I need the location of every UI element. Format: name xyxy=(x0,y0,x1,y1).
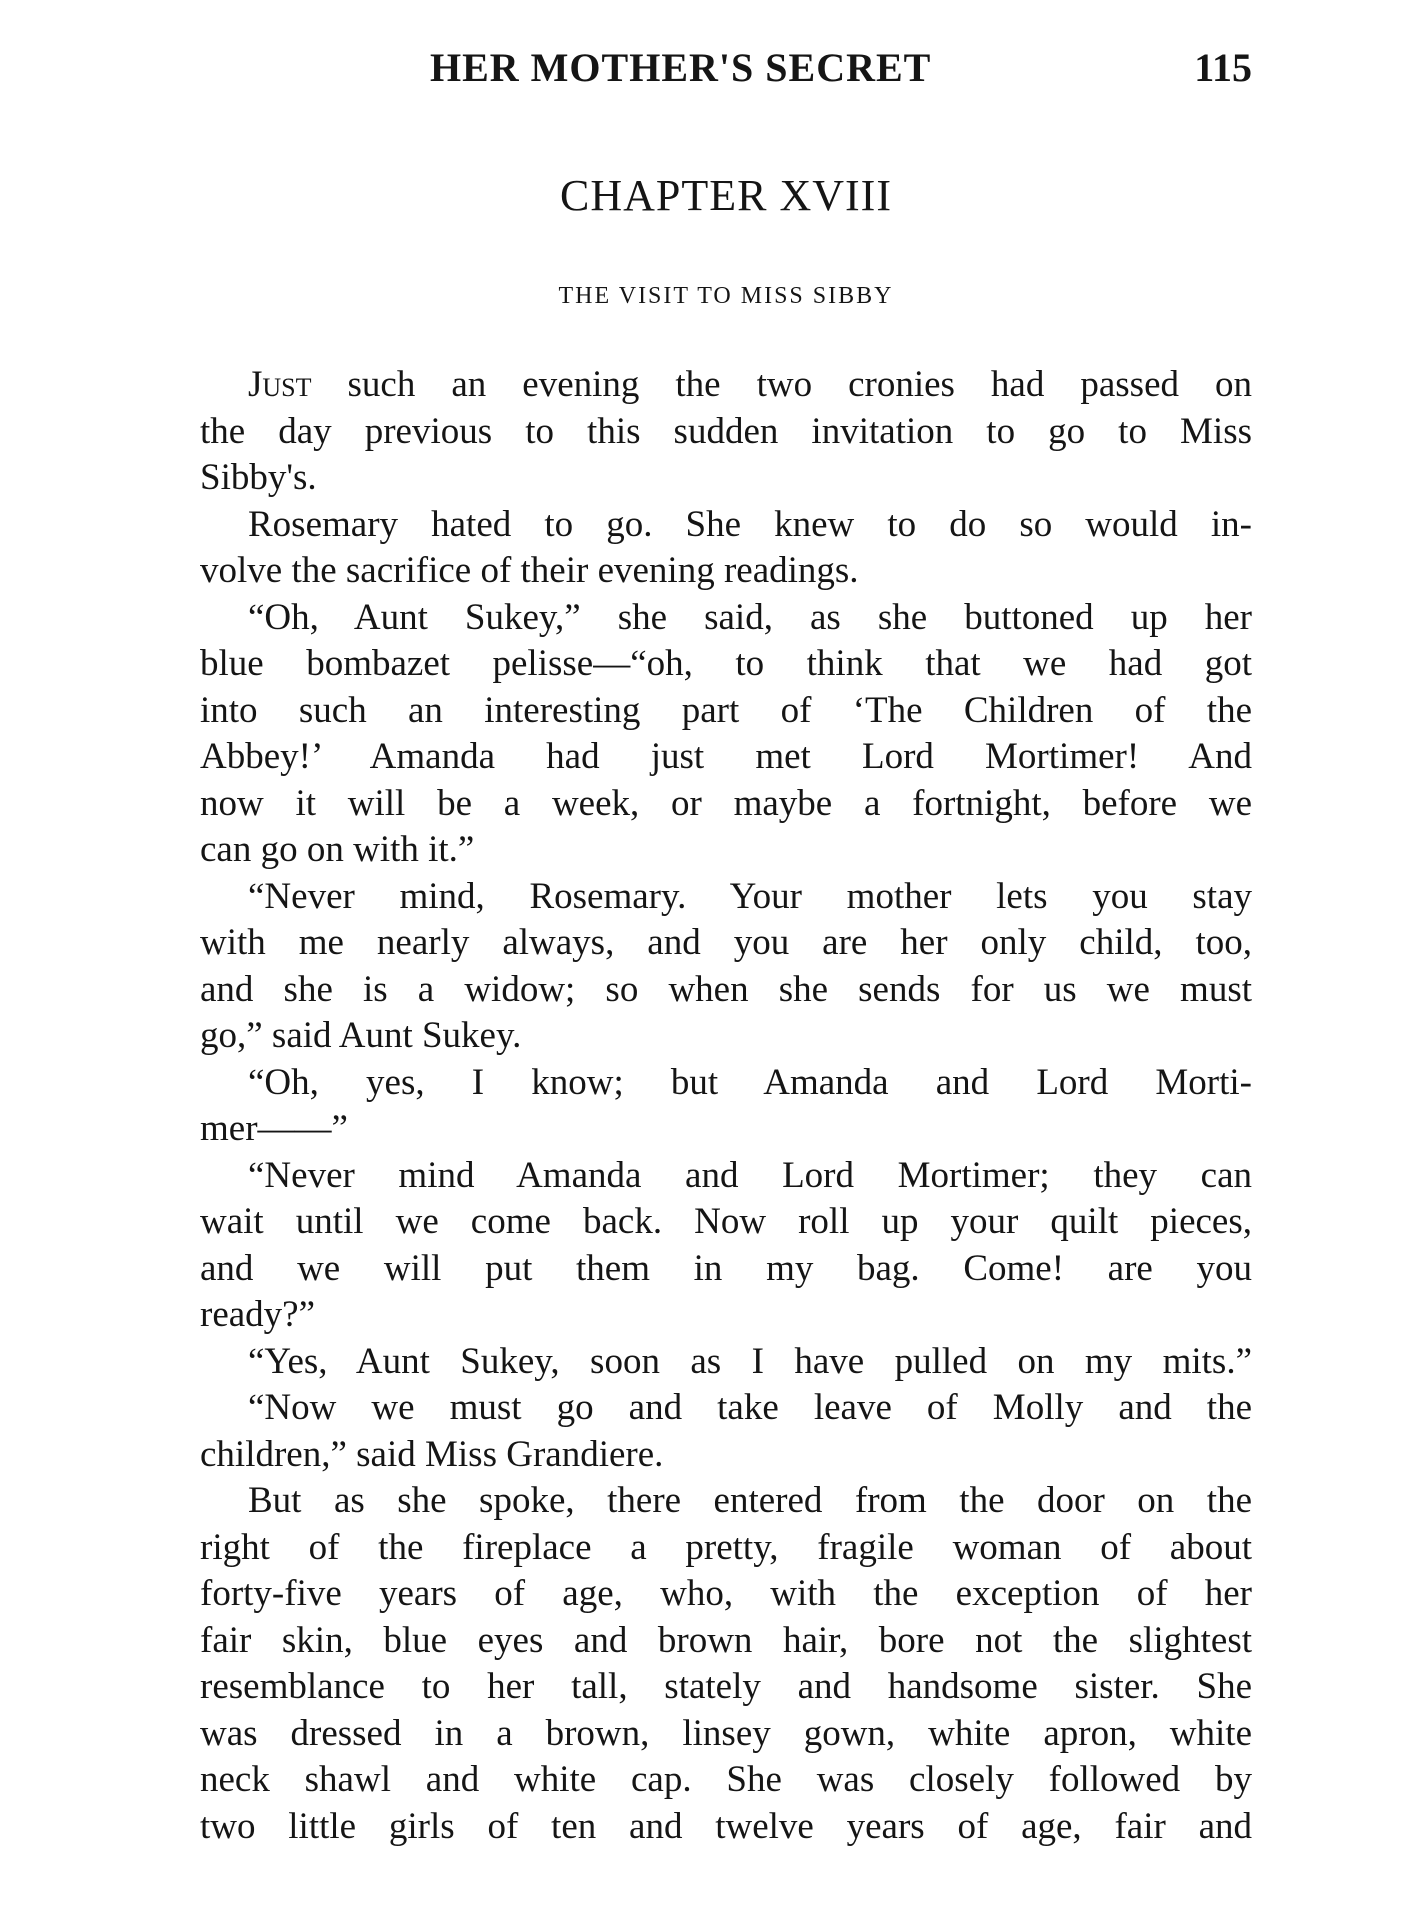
text-line: now it will be a week, or maybe a fortnight, before we xyxy=(200,782,1252,824)
text-line: ready?” xyxy=(200,1294,316,1335)
text-line: and she is a widow; so when she sends for us we must xyxy=(200,968,1252,1010)
chapter-title: CHAPTER XVIII xyxy=(560,171,892,220)
text-line: blue bombazet pelisse—“oh, to think that we had got xyxy=(200,643,1252,684)
page-number: 115 xyxy=(1194,45,1252,90)
text-line: Sibby's. xyxy=(200,457,317,498)
text-line: neck shawl and white cap. She was closely followed by xyxy=(200,1759,1252,1800)
text-line xyxy=(200,362,1252,409)
text-line: go,” said Aunt Sukey. xyxy=(200,1015,522,1056)
text-line: children,” said Miss Grandiere. xyxy=(200,1433,664,1475)
text-line: “Oh, Aunt Sukey,” she said, as she buttoned up her xyxy=(248,596,1252,638)
text-line: the day previous to this sudden invitation to go to Miss xyxy=(200,410,1252,452)
text-line: and we will put them in my bag. Come! are you xyxy=(200,1247,1252,1289)
body-text xyxy=(200,362,1252,1850)
text-line-content: such an evening the two cronies had passed on xyxy=(311,364,1252,405)
text-line: with me nearly always, and you are her only child, too, xyxy=(200,922,1252,963)
text-line: two little girls of ten and twelve years of age, fair and xyxy=(200,1805,1252,1847)
text-line: volve the sacrifice of their evening readings. xyxy=(200,550,859,591)
chapter-subtitle: THE VISIT TO MISS SIBBY xyxy=(558,283,894,309)
text-line: “Now we must go and take leave of Molly and the xyxy=(248,1387,1252,1428)
text-line: But as she spoke, there entered from the door on the xyxy=(248,1480,1252,1521)
text-line: “Never mind Amanda and Lord Mortimer; they can xyxy=(248,1154,1252,1196)
text-line: “Oh, yes, I know; but Amanda and Lord Morti- xyxy=(248,1061,1252,1103)
running-head xyxy=(200,44,1252,96)
opening-word: Just xyxy=(248,364,312,405)
text-line: wait until we come back. Now roll up your quilt pieces, xyxy=(200,1201,1252,1242)
text-line: mer——” xyxy=(200,1108,348,1149)
text-line: “Yes, Aunt Sukey, soon as I have pulled on my mits.” xyxy=(248,1340,1252,1382)
running-title: HER MOTHER'S SECRET xyxy=(430,45,932,90)
text-line: resemblance to her tall, stately and handsome sister. She xyxy=(200,1666,1252,1707)
text-line: “Never mind, Rosemary. Your mother lets you stay xyxy=(248,875,1252,917)
text-line: fair skin, blue eyes and brown hair, bore not the slightest xyxy=(200,1619,1252,1661)
text-line: forty-five years of age, who, with the exception of her xyxy=(200,1573,1252,1614)
text-line: Abbey!’ Amanda had just met Lord Mortimer! And xyxy=(200,736,1252,777)
text-line: was dressed in a brown, linsey gown, white apron, white xyxy=(200,1712,1252,1754)
text-line: into such an interesting part of ‘The Children of the xyxy=(200,689,1252,731)
text-line: Rosemary hated to go. She knew to do so would in- xyxy=(248,503,1252,545)
text-line: can go on with it.” xyxy=(200,829,475,870)
text-line: right of the fireplace a pretty, fragile woman of about xyxy=(200,1526,1252,1568)
